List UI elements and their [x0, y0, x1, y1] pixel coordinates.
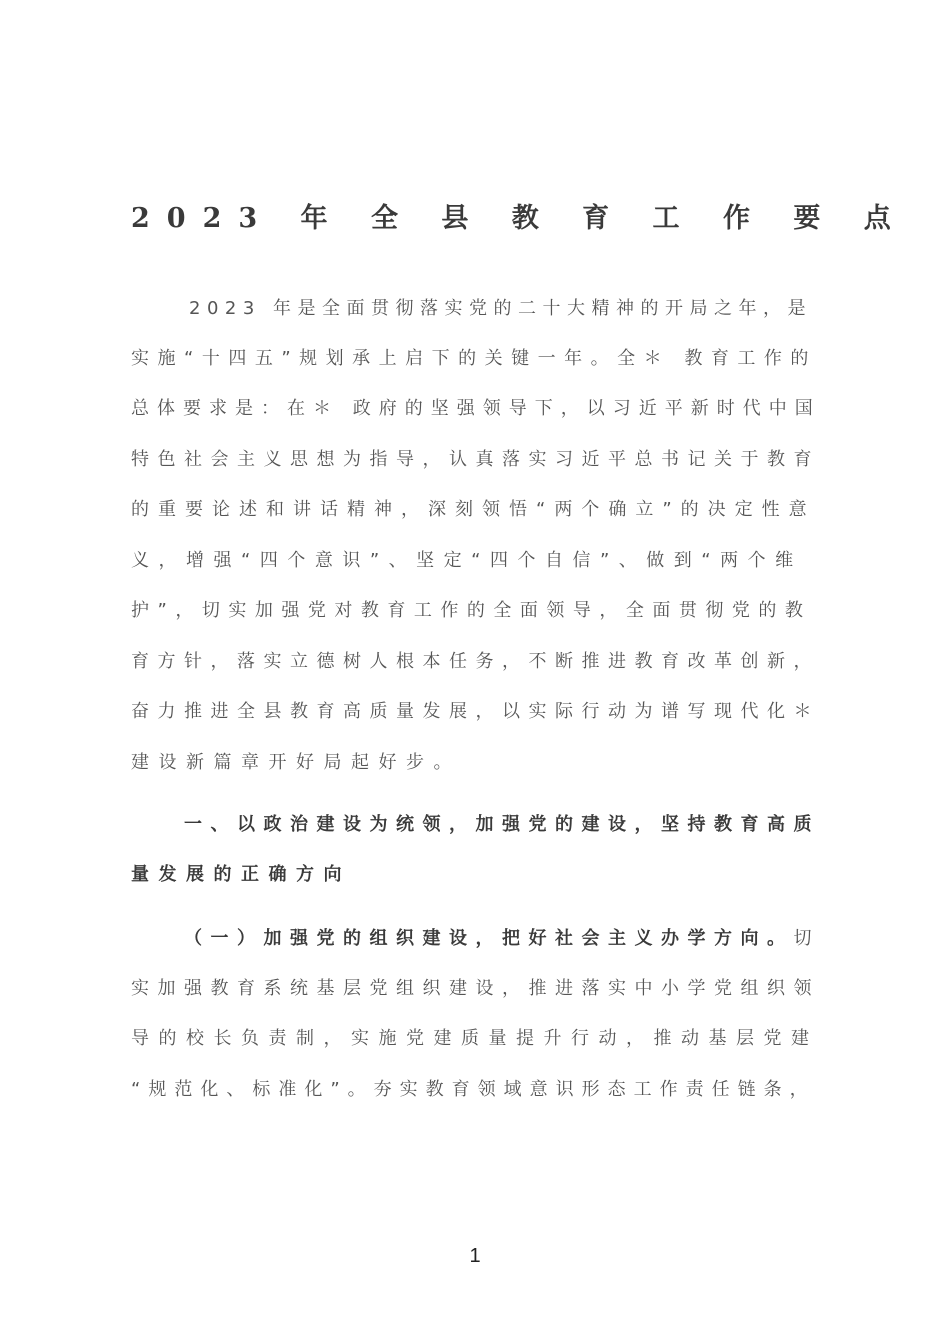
paragraph-line: 实施“十四五”规划承上启下的关键一年。全＊ 教育工作的 [131, 348, 817, 369]
paragraph-line: 导的校长负责制，实施党建质量提升行动，推动基层党建 [131, 1028, 819, 1049]
document-title: 2023 年 全 县 教 育 工 作 要 点 [131, 203, 908, 234]
paragraph-line: 总体要求是：在＊ 政府的坚强领导下，以习近平新时代中国 [131, 398, 821, 419]
paragraph-line: 育方针，落实立德树人根本任务，不断推进教育改革创新， [131, 651, 820, 672]
paragraph-line: 的重要论述和讲话精神，深刻领悟“两个确立”的决定性意 [131, 499, 816, 520]
paragraph-line: 义，增强“四个意识”、坚定“四个自信”、做到“两个维 [131, 550, 803, 571]
paragraph-line: 特色社会主义思想为指导，认真落实习近平总书记关于教育 [131, 449, 820, 470]
paragraph-line: 护”，切实加强党对教育工作的全面领导，全面贯彻党的教 [131, 600, 812, 621]
paragraph-line: 2023 年是全面贯彻落实党的二十大精神的开局之年，是 [189, 298, 813, 319]
paragraph-line: 实加强教育系统基层党组织建设，推进落实中小学党组织领 [131, 978, 820, 999]
paragraph-line: “规范化、标准化”。夯实教育领域意识形态工作责任链条， [131, 1079, 816, 1100]
paragraph-line: 建设新篇章开好局起好步。 [131, 752, 461, 773]
subsection-text: 切 [793, 928, 820, 949]
section-heading-line: 一、以政治建设为统领，加强党的建设，坚持教育高质 [184, 814, 820, 835]
subsection-heading: （一）加强党的组织建设，把好社会主义办学方向。 [184, 928, 794, 949]
section-heading-line: 量发展的正确方向 [131, 864, 351, 885]
subsection-first-line [184, 924, 821, 950]
paragraph-line: 奋力推进全县教育高质量发展，以实际行动为谱写现代化＊ [131, 701, 820, 722]
page-number: 1 [469, 1245, 481, 1267]
